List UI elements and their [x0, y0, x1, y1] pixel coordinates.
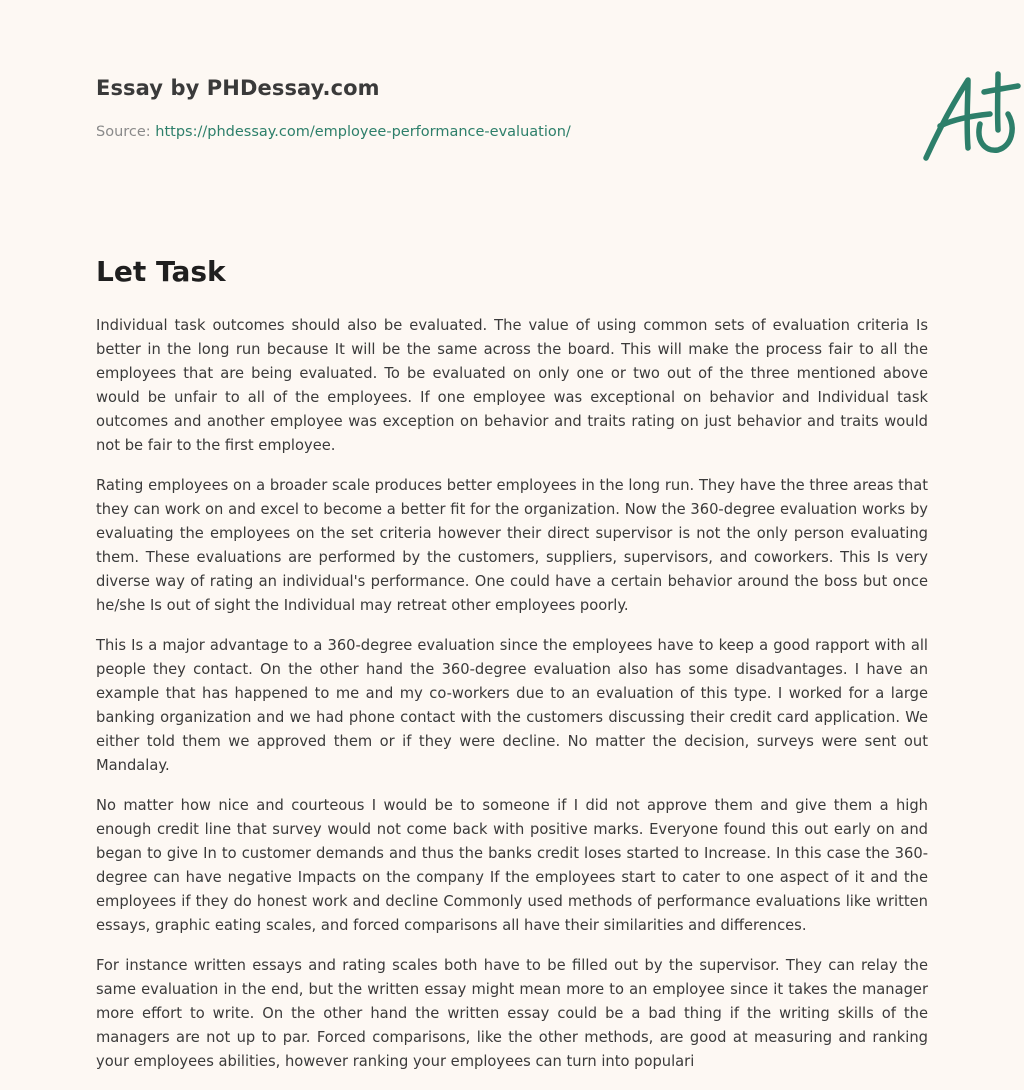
essay-paragraph: Rating employees on a broader scale produces better employees in the long run. They have the three areas that they can work on and excel to become a better fit for the organization. Now the 360-degree evaluation works by evaluating the employees on the set criteria however their direct supervisor is not the only person evaluating them. These evaluations are performed by the customers, suppliers, supervisors, and coworkers. This Is very diverse way of rating an individual's performance. One could have a certain behavior around the boss but once he/she Is out of sight the Individual may retreat other employees poorly.	[96, 477, 928, 614]
a-plus-grade-icon	[918, 68, 1022, 166]
essay-paragraph: This Is a major advantage to a 360-degree evaluation since the employees have to keep a good rapport with all people they contact. On the other hand the 360-degree evaluation also has some disadvantages. I have an example that has happened to me and my co-workers due to an evaluation of this type. I worked for a large banking organization and we had phone contact with the customers discussing their credit card application. We either told them we approved them or if they were decline. No matter the decision, surveys were sent out Mandalay.	[96, 637, 928, 774]
essay-body	[96, 314, 928, 1090]
source-label: Source:	[96, 124, 151, 140]
essay-paragraph: No matter how nice and courteous I would be to someone if I did not approve them and give them a high enough credit line that survey would not come back with positive marks. Everyone found this out early on and began to give In to customer demands and thus the banks credit loses started to Increase. In this case the 360-degree can have negative Impacts on the company If the employees start to cater to one aspect of it and the employees if they do honest work and decline Commonly used methods of performance evaluations like written essays, graphic eating scales, and forced comparisons all have their similarities and differences.	[96, 797, 928, 934]
source-line	[96, 124, 571, 140]
essay-title: Let Task	[96, 255, 226, 288]
brand-heading: Essay by PHDessay.com	[96, 76, 380, 100]
source-link[interactable]: https://phdessay.com/employee-performance-evaluation/	[155, 124, 571, 140]
essay-paragraph: Individual task outcomes should also be evaluated. The value of using common sets of evaluation criteria Is better in the long run because It will be the same across the board. This will make the process fair to all the employees that are being evaluated. To be evaluated on only one or two out of the three mentioned above would be unfair to all of the employees. If one employee was exceptional on behavior and Individual task outcomes and another employee was exception on behavior and traits rating on just behavior and traits would not be fair to the first employee.	[96, 317, 928, 454]
essay-paragraph: For instance written essays and rating scales both have to be filled out by the supervisor. They can relay the same evaluation in the end, but the written essay might mean more to an employee since it takes the manager more effort to write. On the other hand the written essay could be a bad thing if the writing skills of the managers are not up to par. Forced comparisons, like the other methods, are good at measuring and ranking your employees abilities, however ranking your employees can turn into populari	[96, 957, 928, 1070]
